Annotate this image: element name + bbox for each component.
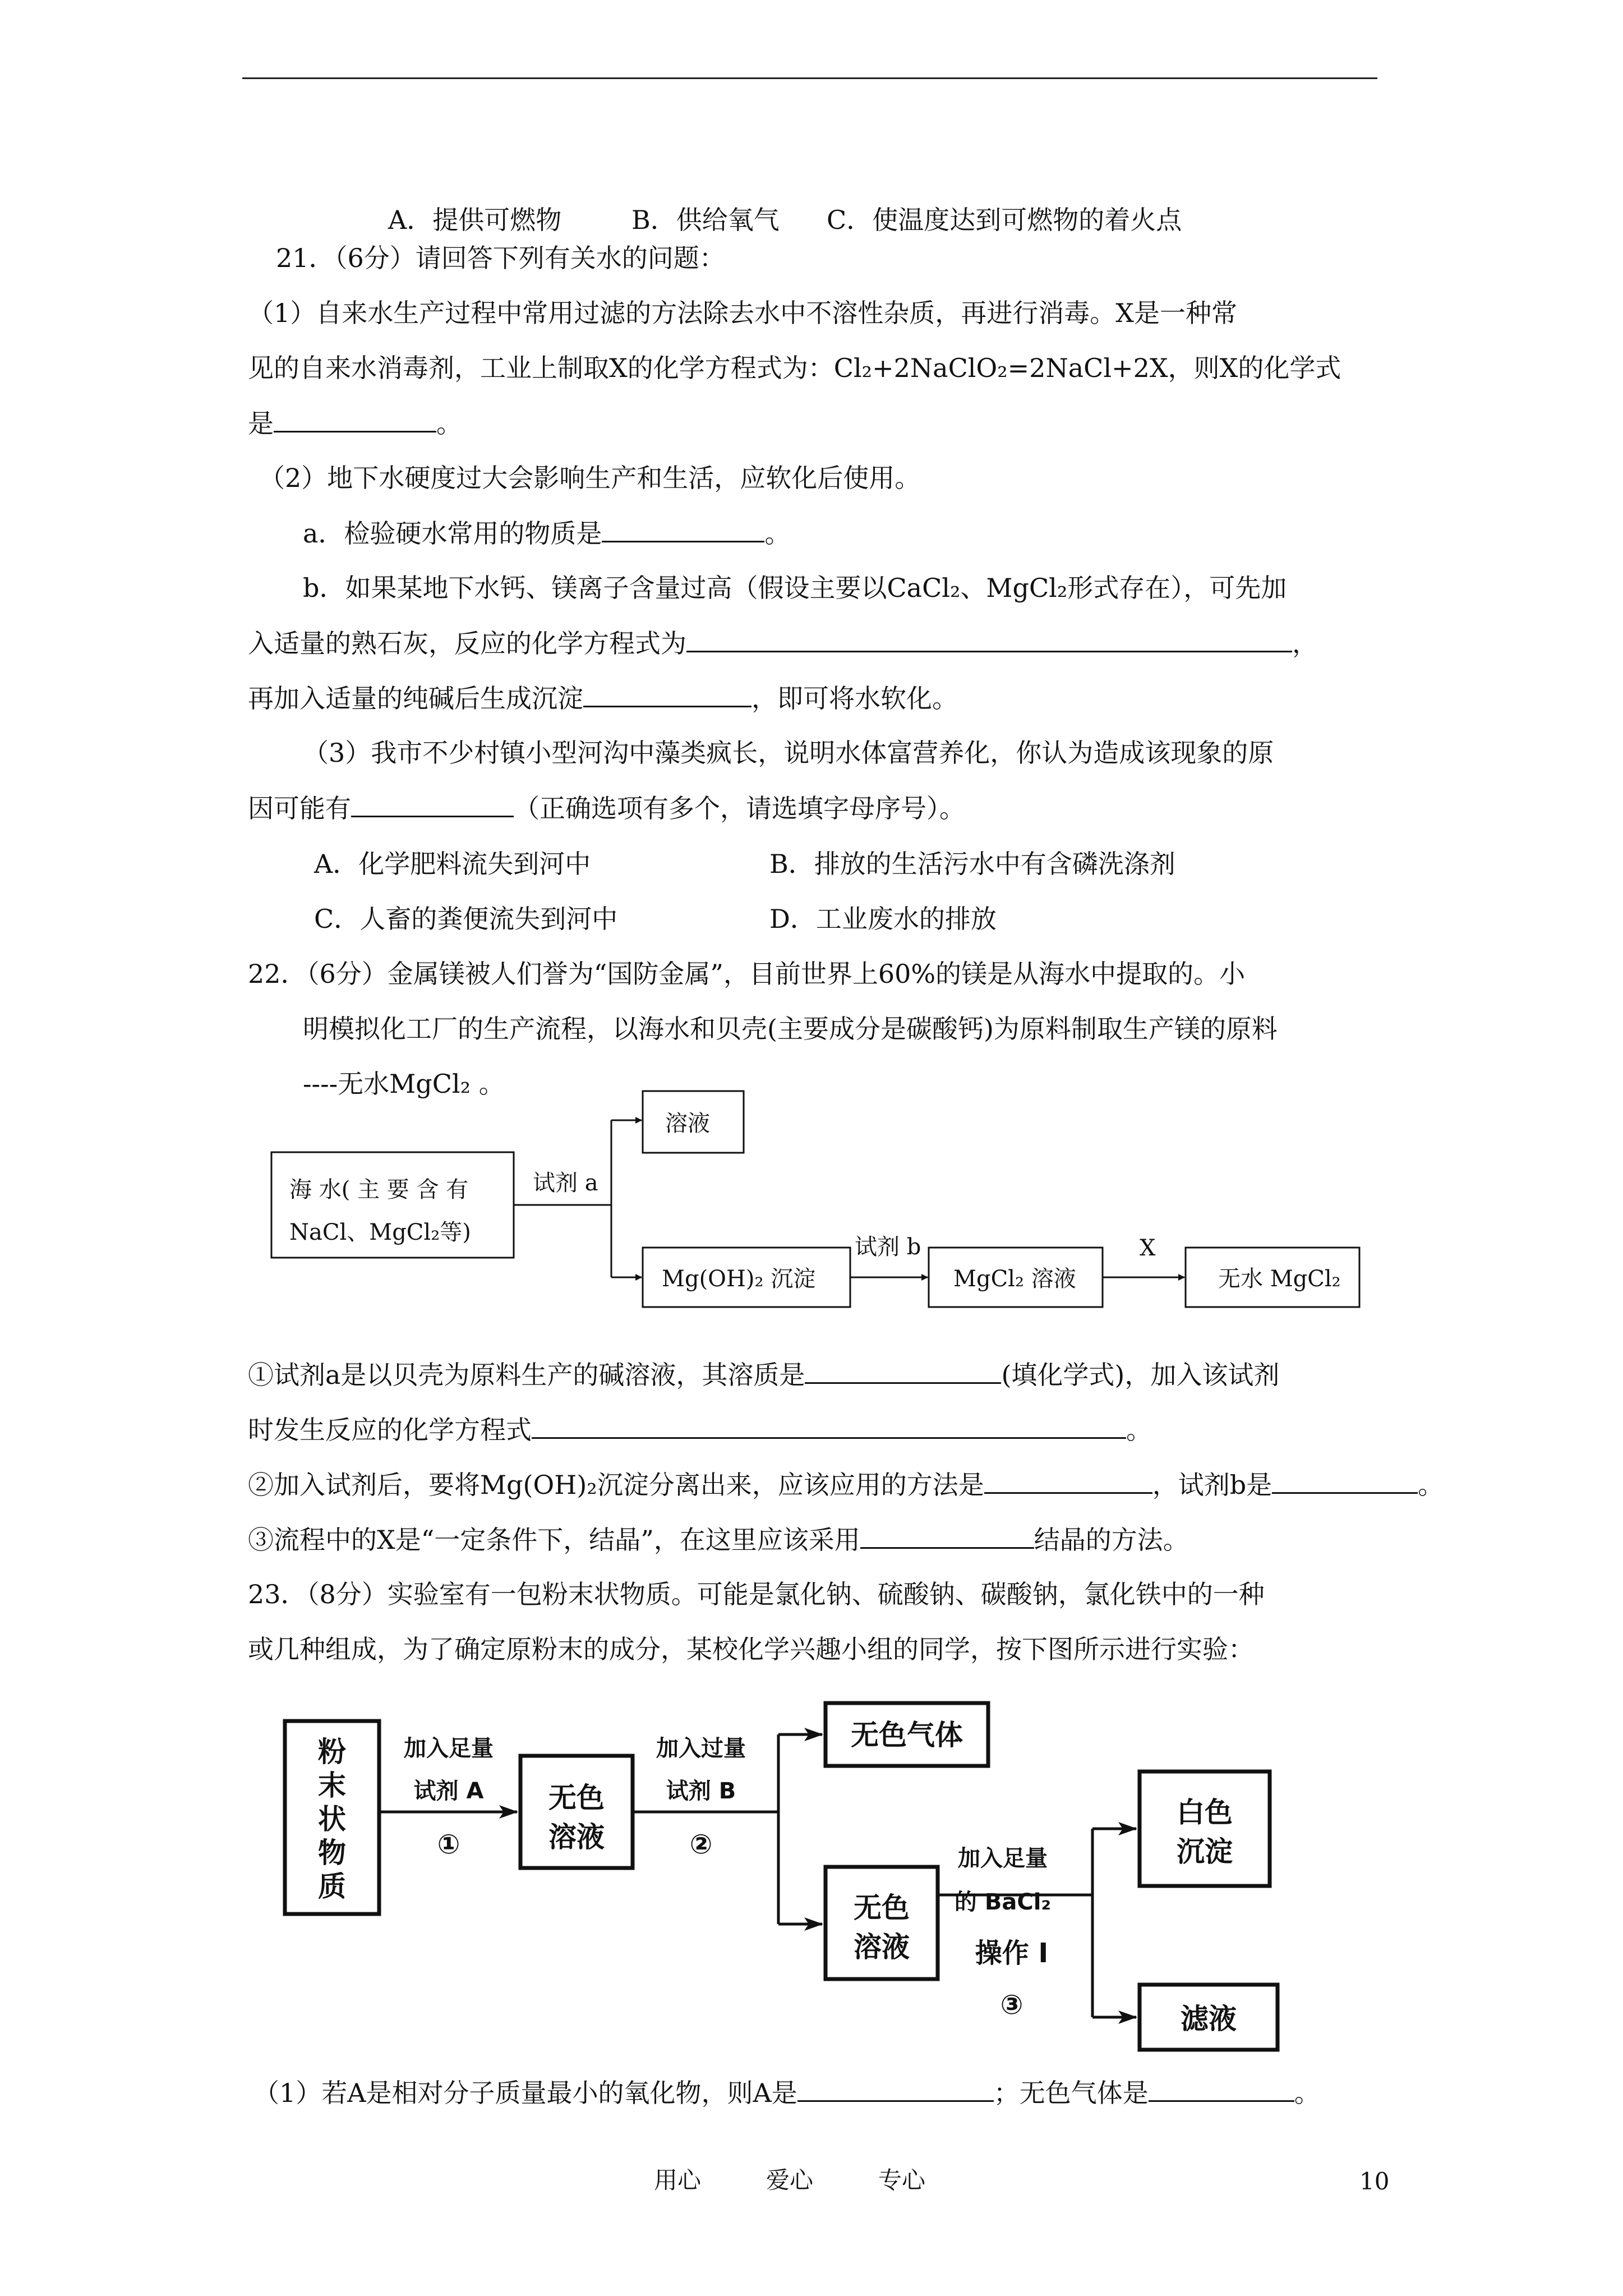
label-add-bacl2-1: 加入足量 [958,1846,1048,1871]
label-mgcl2-solution: MgCl₂ 溶液 [953,1266,1076,1292]
q22-subq2-mid: ，试剂b是 [1152,1470,1272,1500]
label-colorless2-1: 无色 [854,1892,910,1924]
label-add-a-1: 加入足量 [404,1736,494,1761]
label-solution: 溶液 [665,1111,710,1137]
q21-p3-line2-text: 因可能有 [248,793,351,823]
q21-option-b: B．排放的生活污水中有含磷洗涤剂 [769,849,1175,879]
q23-subq1 [253,2076,1320,2110]
box-white-precipitate [1140,1772,1270,1886]
label-reagent-b: 试剂 b [855,1234,921,1260]
q21-a-end: 。 [764,518,791,549]
label-step3: ③ [1000,1989,1023,2021]
q21-p1-line3-text: 是 [248,408,274,439]
footer-motto-1: 用心 [654,2166,702,2194]
label-powder-5: 质 [318,1870,346,1903]
label-operation: 操作 I [975,1938,1049,1969]
q23-subq1-end: 。 [1294,2078,1320,2108]
label-mgoh2: Mg(OH)₂ 沉淀 [662,1266,816,1292]
label-x: X [1140,1235,1156,1261]
q21-heading: 21．（6分）请回答下列有关水的问题： [276,243,725,273]
q21-p1-line1: （1）自来水生产过程中常用过滤的方法除去水中不溶性杂质，再进行消毒。X是一种常 [248,298,1238,328]
footer-motto-2: 爱心 [766,2166,814,2194]
q22-line3: ----无水MgCl₂ 。 [303,1069,505,1099]
label-gas: 无色气体 [851,1719,963,1751]
label-powder-2: 末 [318,1769,346,1802]
q22-subq2 [248,1467,1444,1502]
q22-heading: 22．（6分）金属镁被人们誉为“国防金属”，目前世界上60%的镁是从海水中提取的。小 [248,959,1246,989]
q21-option-d: D．工业废水的排放 [769,904,997,934]
page-number: 10 [1359,2168,1390,2195]
q23-subq1-mid: ；无色气体是 [993,2078,1149,2108]
answer-blank-reagent-b[interactable] [1272,1467,1418,1494]
label-seawater-line2: NaCl、MgCl₂等) [289,1220,471,1245]
answer-blank-equation-reagent-a[interactable] [532,1412,1126,1439]
q23-line2: 或几种组成，为了确定原粉末的成分，某校化学兴趣小组的同学，按下图所示进行实验： [248,1634,1254,1664]
q21-b-line3-end: ，即可将水软化。 [751,683,958,714]
label-colorless2-2: 溶液 [854,1931,910,1963]
answer-blank-solute[interactable] [805,1358,1001,1384]
q22-subq1b-text: 时发生反应的化学方程式 [248,1415,532,1445]
q22-subq3-text: ③流程中的X是“一定条件下，结晶”，在这里应该采用 [248,1525,860,1555]
q21-b-line3-text: 再加入适量的纯碱后生成沉淀 [248,683,583,714]
answer-blank-crystallization[interactable] [860,1522,1034,1549]
q22-line2: 明模拟化工厂的生产流程，以海水和贝壳(主要成分是碳酸钙)为原料制取生产镁的原料 [303,1014,1278,1044]
answer-blank-reagent-a[interactable] [797,2076,994,2102]
q21-p1-line2: 见的自来水消毒剂，工业上制取X的化学方程式为：Cl₂+2NaClO₂=2NaCl+2X，则X的化学式 [248,353,1341,383]
q21-a-text: a．检验硬水常用的物质是 [303,518,602,549]
q20-option-c: C．使温度达到可燃物的着火点 [827,205,1182,235]
experiment-flow-diagram [285,1703,1278,2050]
q22-subq2-text: ②加入试剂后，要将Mg(OH)₂沉淀分离出来，应该应用的方法是 [248,1470,984,1500]
label-white-1: 白色 [1177,1796,1233,1829]
q21-option-a: A．化学肥料流失到河中 [314,849,591,879]
q21-p3-line2-end: （正确选项有多个，请选填字母序号）。 [514,793,965,823]
q21-p1-line3-end: 。 [436,408,462,439]
q22-subq2-end: 。 [1418,1470,1444,1500]
q21-b-line2-text: 入适量的熟石灰，反应的化学方程式为 [248,628,686,659]
q21-option-c: C．人畜的粪便流失到河中 [314,904,618,934]
q22-subq3 [248,1522,1189,1557]
q21-b-line1: b．如果某地下水钙、镁离子含量过高（假设主要以CaCl₂、MgCl₂形式存在），可先加 [303,573,1287,603]
label-reagent-a: 试剂 a [533,1170,598,1196]
label-seawater-line1: 海 水( 主 要 含 有 [289,1177,469,1203]
q22-subq1-line2 [248,1412,1152,1447]
answer-blank-separation-method[interactable] [984,1467,1152,1494]
label-add-a-2: 试剂 A [413,1778,484,1804]
q22-subq1-end: (填化学式)，加入该试剂 [1001,1360,1280,1390]
q21-b-line2-end: ， [1292,628,1318,659]
q22-subq1b-end: 。 [1126,1415,1152,1445]
label-white-2: 沉淀 [1177,1835,1233,1868]
label-powder-1: 粉 [318,1736,346,1768]
answer-blank-colorless-gas[interactable] [1149,2076,1294,2102]
q21-p2: （2）地下水硬度过大会影响生产和生活，应软化后使用。 [259,463,921,493]
label-powder-4: 物 [318,1837,346,1869]
q21-p3-line1: （3）我市不少村镇小型河沟中藻类疯长，说明水体富营养化，你认为造成该现象的原 [303,738,1274,768]
footer-motto-3: 专心 [878,2166,926,2194]
q20-option-b: B．供给氧气 [631,205,780,235]
q23-subq1-text: （1）若A是相对分子质量最小的氧化物，则A是 [253,2078,797,2108]
label-step1: ① [437,1829,460,1860]
q23-heading: 23．（8分）实验室有一包粉末状物质。可能是氯化钠、硫酸钠、碳酸钠，氯化铁中的一种 [248,1579,1265,1609]
label-step2: ② [689,1829,713,1860]
label-colorless-2: 溶液 [548,1821,605,1853]
label-add-b-1: 加入过量 [656,1736,746,1761]
label-anhydrous: 无水 MgCl₂ [1218,1266,1341,1292]
label-colorless-1: 无色 [548,1782,605,1814]
label-add-bacl2-2: 的 BaCl₂ [955,1889,1051,1915]
label-powder-3: 状 [318,1803,346,1835]
q22-subq3-end: 结晶的方法。 [1034,1525,1189,1555]
label-filtrate: 滤液 [1181,2003,1237,2035]
q20-option-a: A．提供可燃物 [388,205,562,235]
q22-subq1-text: ①试剂a是以贝壳为原料生产的碱溶液，其溶质是 [248,1360,805,1390]
label-add-b-2: 试剂 B [666,1778,736,1804]
q22-subq1-line1 [248,1358,1279,1392]
